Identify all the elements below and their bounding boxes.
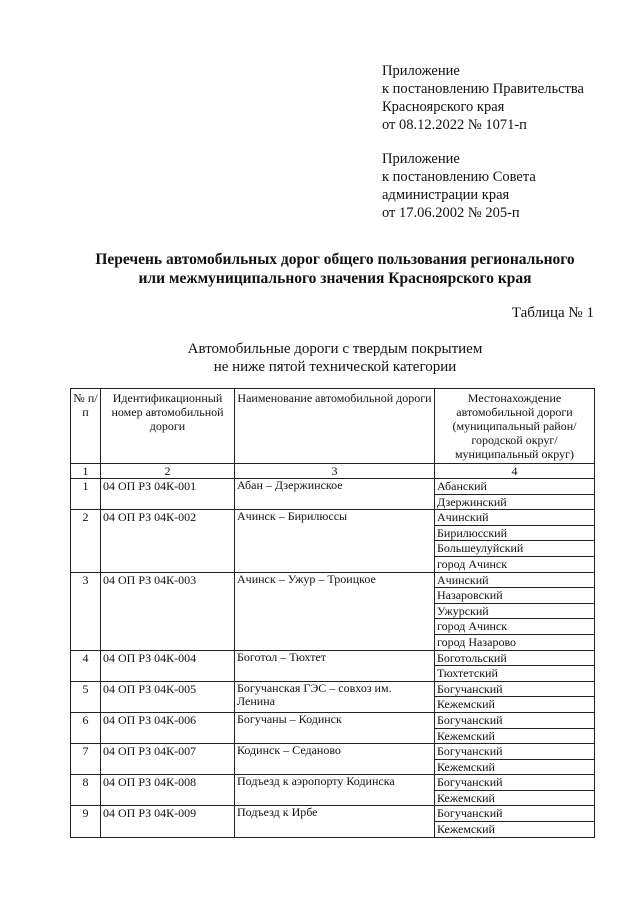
road-location: Ачинский <box>435 572 595 588</box>
road-id: 04 ОП РЗ 04К-007 <box>101 744 235 775</box>
road-id: 04 ОП РЗ 04К-009 <box>101 806 235 837</box>
road-name: Абан – Дзержинское <box>235 479 435 510</box>
road-id: 04 ОП РЗ 04К-006 <box>101 712 235 743</box>
table-label: Таблица № 1 <box>511 305 594 321</box>
row-number: 8 <box>71 775 101 806</box>
header-location: Местонахождение автомобильной дороги (муниципальный район/ городской округ/ муниципальный округ) <box>435 389 595 464</box>
annex-1-line: к постановлению Правительства <box>382 81 584 97</box>
column-number: 2 <box>101 464 235 479</box>
header-id: Идентификационный номер автомобильной дороги <box>101 389 235 464</box>
row-number: 9 <box>71 806 101 837</box>
header-name: Наименование автомобильной дороги <box>235 389 435 464</box>
road-location: город Ачинск <box>435 556 595 572</box>
annex-1-line: Красноярского края <box>382 99 505 115</box>
table-row <box>71 712 595 728</box>
road-location: Ужурский <box>435 603 595 619</box>
road-location: Кежемский <box>435 759 595 775</box>
column-number-row <box>71 464 595 479</box>
road-name: Боготол – Тюхтет <box>235 650 435 681</box>
row-number: 4 <box>71 650 101 681</box>
column-number: 1 <box>71 464 101 479</box>
road-name: Подъезд к аэропорту Кодинска <box>235 775 435 806</box>
road-location: Абанский <box>435 479 595 495</box>
road-location: город Назарово <box>435 634 595 650</box>
road-name: Ачинск – Бирилюссы <box>235 510 435 572</box>
table-row <box>71 572 595 588</box>
document-title <box>60 250 610 288</box>
road-name: Подъезд к Ирбе <box>235 806 435 837</box>
road-location: Большеулуйский <box>435 541 595 557</box>
row-number: 2 <box>71 510 101 572</box>
road-location: Богучанский <box>435 775 595 791</box>
table-row <box>71 681 595 697</box>
column-number: 3 <box>235 464 435 479</box>
table-subtitle <box>60 340 610 376</box>
road-location: Богучанский <box>435 712 595 728</box>
road-location: Богучанский <box>435 681 595 697</box>
road-id: 04 ОП РЗ 04К-001 <box>101 479 235 510</box>
annex-2-line: от 17.06.2002 № 205-п <box>382 205 520 221</box>
table-body <box>71 479 595 838</box>
road-name: Ачинск – Ужур – Троицкое <box>235 572 435 650</box>
road-location: Богучанский <box>435 744 595 760</box>
road-location: Ачинский <box>435 510 595 526</box>
table-subtitle-line-2: не ниже пятой технической категории <box>213 359 457 375</box>
road-location: город Ачинск <box>435 619 595 635</box>
annex-1-line: Приложение <box>382 63 460 79</box>
annex-block-2 <box>382 150 536 222</box>
row-number: 7 <box>71 744 101 775</box>
road-location: Богучанский <box>435 806 595 822</box>
row-number: 6 <box>71 712 101 743</box>
road-name: Богучаны – Кодинск <box>235 712 435 743</box>
table-row <box>71 479 595 495</box>
table-header-row <box>71 389 595 464</box>
document-title-line-2: или межмуниципального значения Красноярского края <box>138 270 532 287</box>
road-location: Бирилюсский <box>435 525 595 541</box>
roads-table <box>70 388 595 838</box>
road-location: Кежемский <box>435 822 595 838</box>
annex-1-line: от 08.12.2022 № 1071-п <box>382 117 527 133</box>
table-row <box>71 806 595 822</box>
road-location: Боготольский <box>435 650 595 666</box>
row-number: 1 <box>71 479 101 510</box>
road-id: 04 ОП РЗ 04К-003 <box>101 572 235 650</box>
row-number: 3 <box>71 572 101 650</box>
row-number: 5 <box>71 681 101 712</box>
road-location: Дзержинский <box>435 494 595 510</box>
document-title-line-1: Перечень автомобильных дорог общего пользования регионального <box>95 251 575 268</box>
table-row <box>71 510 595 526</box>
annex-2-line: к постановлению Совета <box>382 169 536 185</box>
road-id: 04 ОП РЗ 04К-008 <box>101 775 235 806</box>
table-row <box>71 650 595 666</box>
road-id: 04 ОП РЗ 04К-005 <box>101 681 235 712</box>
road-name: Богучанская ГЭС – совхоз им. Ленина <box>235 681 435 712</box>
annex-2-line: администрации края <box>382 187 510 203</box>
annex-block-1 <box>382 62 584 134</box>
road-location: Тюхтетский <box>435 666 595 682</box>
road-location: Кежемский <box>435 728 595 744</box>
table-subtitle-line-1: Автомобильные дороги с твердым покрытием <box>187 341 483 357</box>
road-name: Кодинск – Седаново <box>235 744 435 775</box>
table-row <box>71 775 595 791</box>
road-id: 04 ОП РЗ 04К-002 <box>101 510 235 572</box>
road-location: Кежемский <box>435 790 595 806</box>
road-location: Кежемский <box>435 697 595 713</box>
table-row <box>71 744 595 760</box>
header-num: № п/п <box>71 389 101 464</box>
column-number: 4 <box>435 464 595 479</box>
road-id: 04 ОП РЗ 04К-004 <box>101 650 235 681</box>
road-location: Назаровский <box>435 588 595 604</box>
annex-2-line: Приложение <box>382 151 460 167</box>
